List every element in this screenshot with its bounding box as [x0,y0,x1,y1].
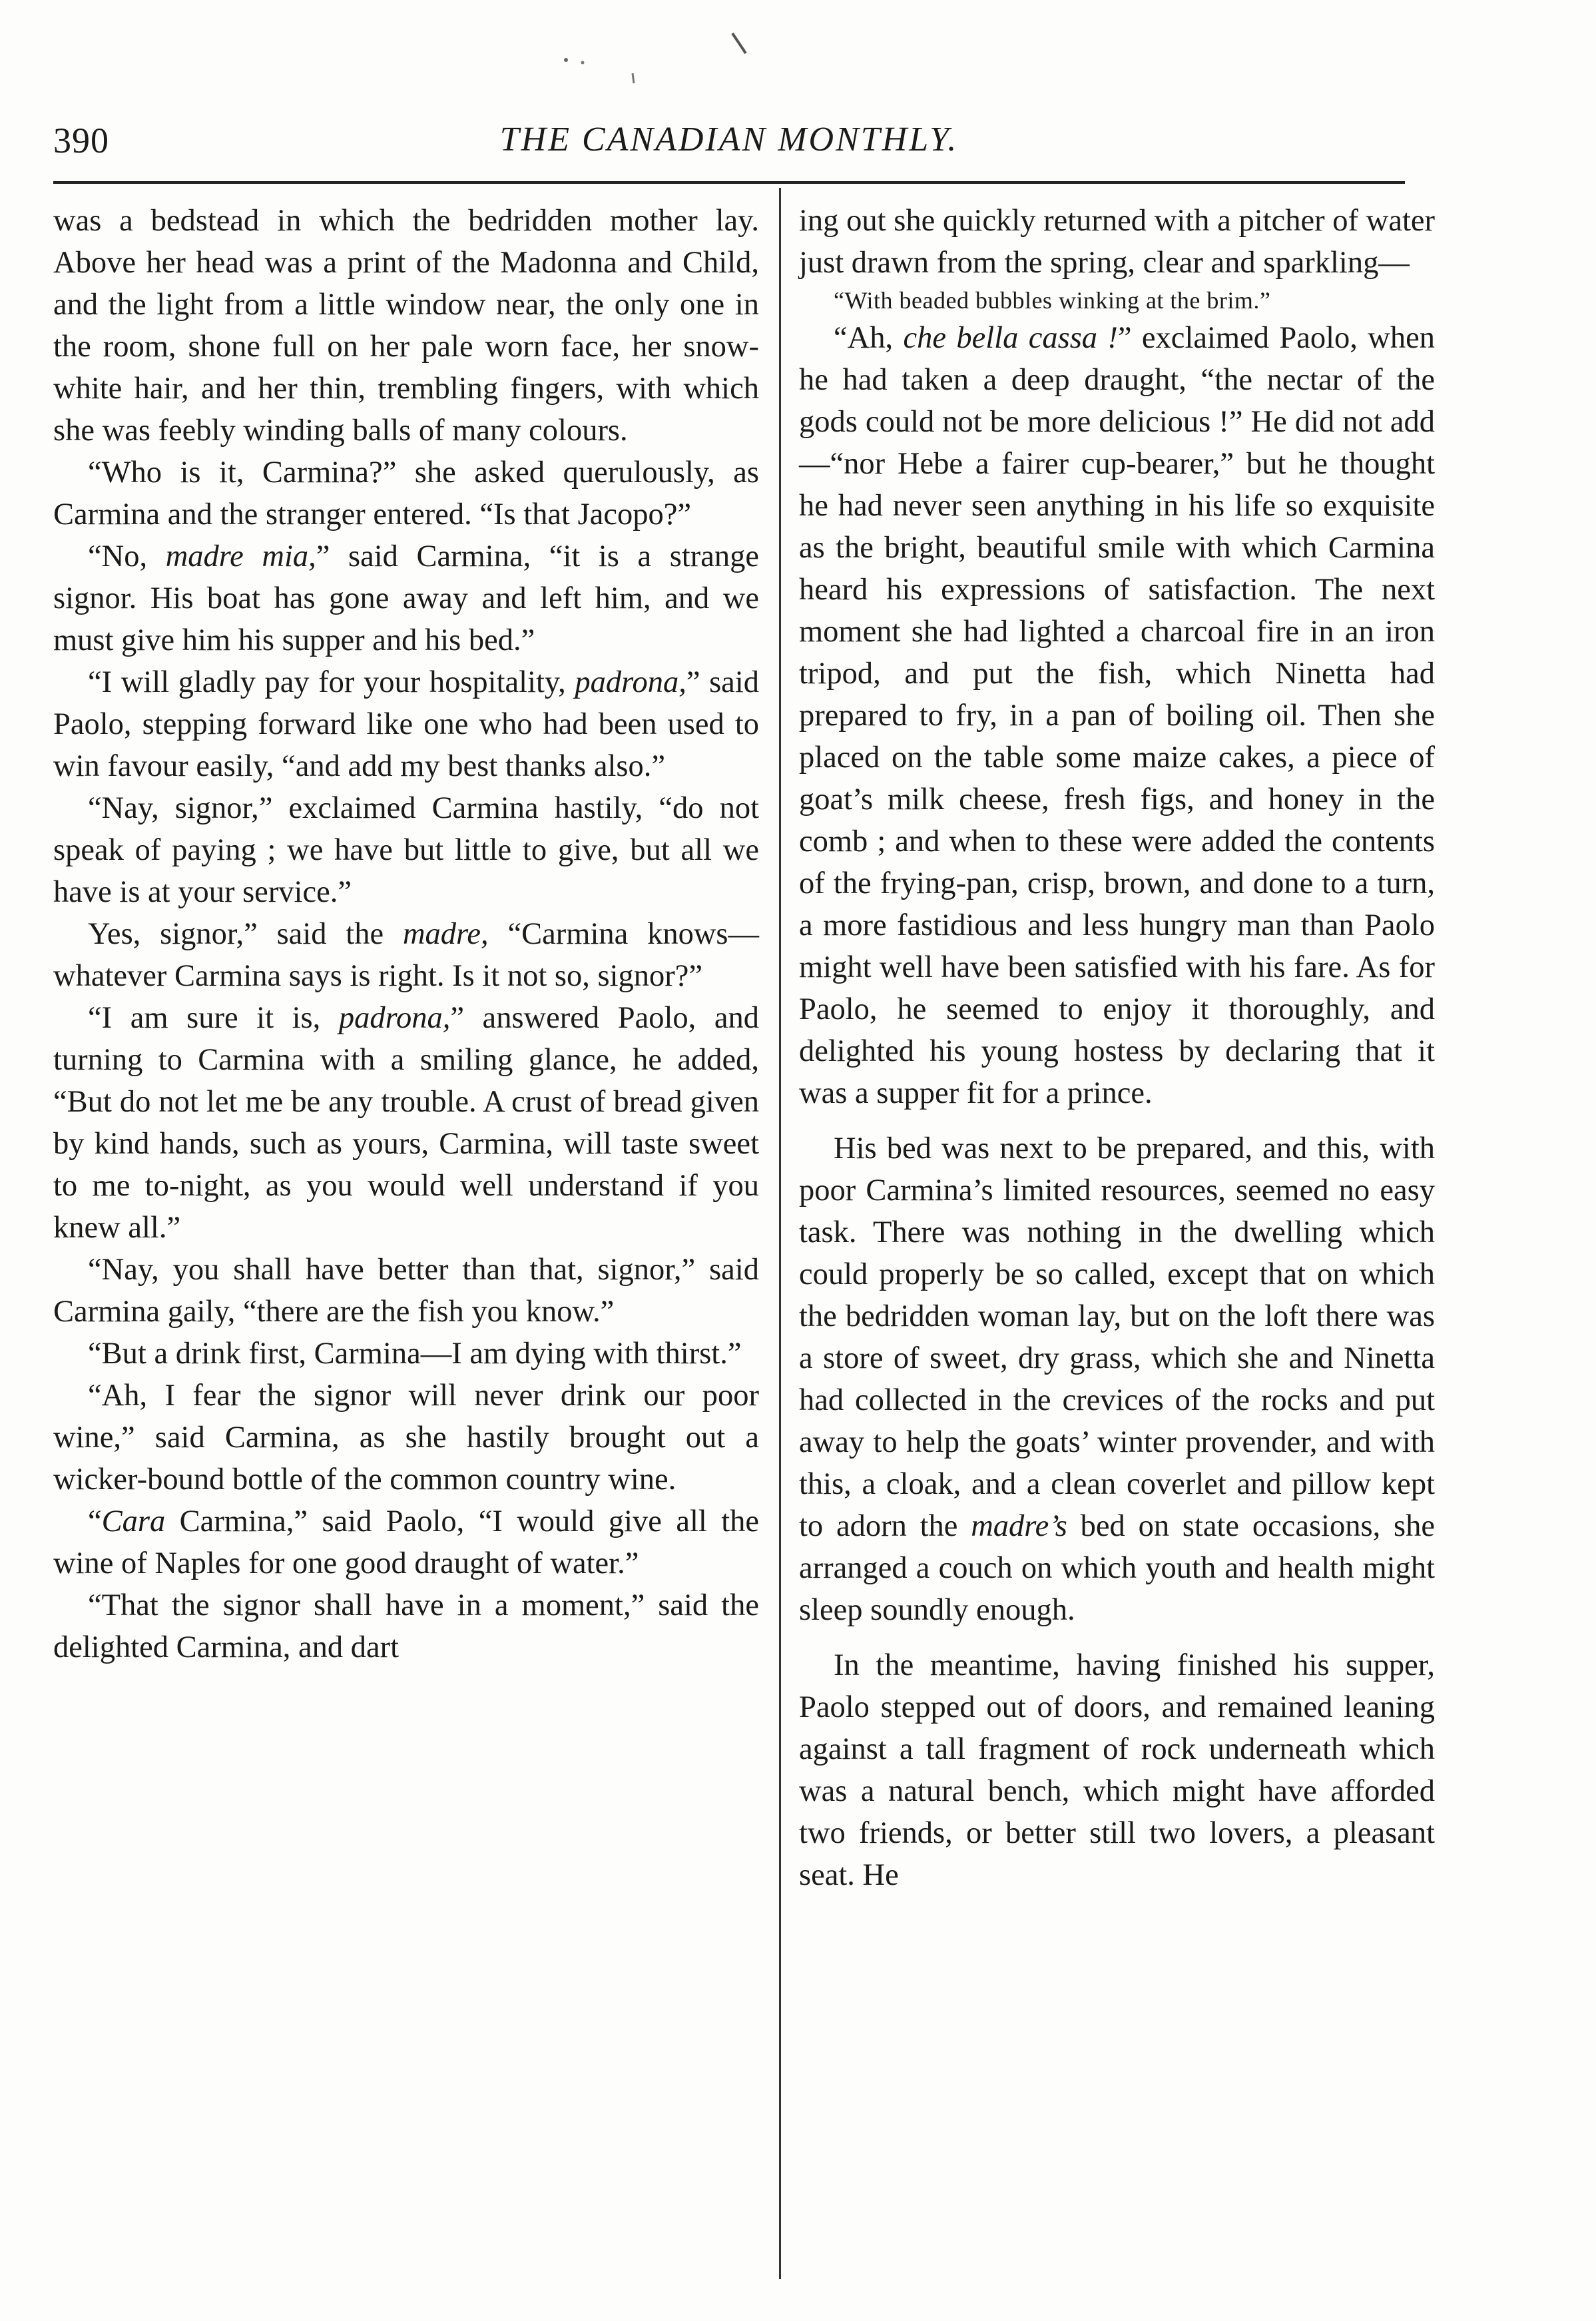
paragraph: “I am sure it is, padrona,” answered Paolo, and turning to Carmina with a smiling glance, he added, “But do not let me be any trouble. A crust of bread given by kind hands, such as yours, Carmina, will taste sweet to me to-night, as you would well understand if you knew all.” [53,1001,759,1245]
paragraph: “No, madre mia,” said Carmina, “it is a strange signor. His boat has gone away and left him, and we must give him his supper and his bed.” [53,539,759,657]
paragraph: ing out she quickly returned with a pitcher of water just drawn from the spring, clear and sparkling— [799,204,1435,280]
paragraph: was a bedstead in which the bedridden mother lay. Above her head was a print of the Madonna and Child, and the light from a little window near, the only one in the room, shone full on her pale worn face, her snow-white hair, and her thin, trembling fingers, with which she was feebly winding balls of many colours. [53,204,759,448]
paragraph: “Who is it, Carmina?” she asked querulously, as Carmina and the stranger entered. “Is that Jacopo?” [53,456,759,531]
paragraph: “I will gladly pay for your hospitality, padrona,” said Paolo, stepping forward like one who had been used to win favour easily, “and add my best thanks also.” [53,665,759,783]
paragraph: In the meantime, having finished his supper, Paolo stepped out of doors, and remained leaning against a tall fragment of rock underneath which was a natural bench, which might have afforded two friends, or better still two lovers, a pleasant seat. He [799,1648,1435,1892]
page-header [53,120,1405,166]
paragraph: His bed was next to be prepared, and this, with poor Carmina’s limited resources, seemed no easy task. There was nothing in the dwelling which could properly be so called, except that on which the bedridden woman lay, but on the loft there was a store of sweet, dry grass, which she and Ninetta had collected in the crevices of the rocks and put away to help the goats’ winter provender, and with this, a cloak, and a clean coverlet and pillow kept to adorn the madre’s bed on state occasions, she arranged a couch on which youth and health might sleep soundly enough. [799,1132,1435,1627]
paragraph: “Ah, I fear the signor will never drink our poor wine,” said Carmina, as she hastily brought out a wicker-bound bottle of the common country wine. [53,1379,759,1496]
paragraph: “Cara Carmina,” said Paolo, “I would give all the wine of Naples for one good draught of water.” [53,1504,759,1580]
left-column [53,200,759,1668]
quotation: “With beaded bubbles winking at the brim.” [834,287,1271,314]
right-column [799,200,1435,1896]
paragraph: “That the signor shall have in a moment,” said the delighted Carmina, and dart [53,1588,759,1664]
scan-specks [466,13,799,93]
page-number: 390 [53,121,109,161]
paragraph: “Nay, signor,” exclaimed Carmina hastily, “do not speak of paying ; we have but little to give, but all we have is at your service.” [53,791,759,909]
paragraph: “But a drink first, Carmina—I am dying with thirst.” [88,1337,742,1371]
header-rule [53,181,1405,184]
paragraph: Yes, signor,” said the madre, “Carmina knows—whatever Carmina says is right. Is it not so, signor?” [53,917,759,993]
paragraph: “Nay, you shall have better than that, signor,” said Carmina gaily, “there are the fish you know.” [53,1253,759,1329]
running-title: THE CANADIAN MONTHLY. [499,121,959,159]
column-divider [779,188,781,2279]
paragraph: “Ah, che bella cassa !” exclaimed Paolo, when he had taken a deep draught, “the nectar of the gods could not be more delicious !” He did not add—“nor Hebe a fairer cup-bearer,” but he thought he had never seen anything in his life so exquisite as the bright, beautiful smile with which Carmina heard his expressions of satisfaction. The next moment she had lighted a charcoal fire in an iron tripod, and put the fish, which Ninetta had prepared to fry, in a pan of boiling oil. Then she placed on the table some maize cakes, a piece of goat’s milk cheese, fresh figs, and honey in the comb ; and when to these were added the contents of the frying-pan, crisp, brown, and done to a turn, a more fastidious and less hungry man than Paolo might well have been satisfied with his fare. As for Paolo, he seemed to enjoy it thoroughly, and delighted his young hostess by declaring that it was a supper fit for a prince. [799,321,1435,1110]
